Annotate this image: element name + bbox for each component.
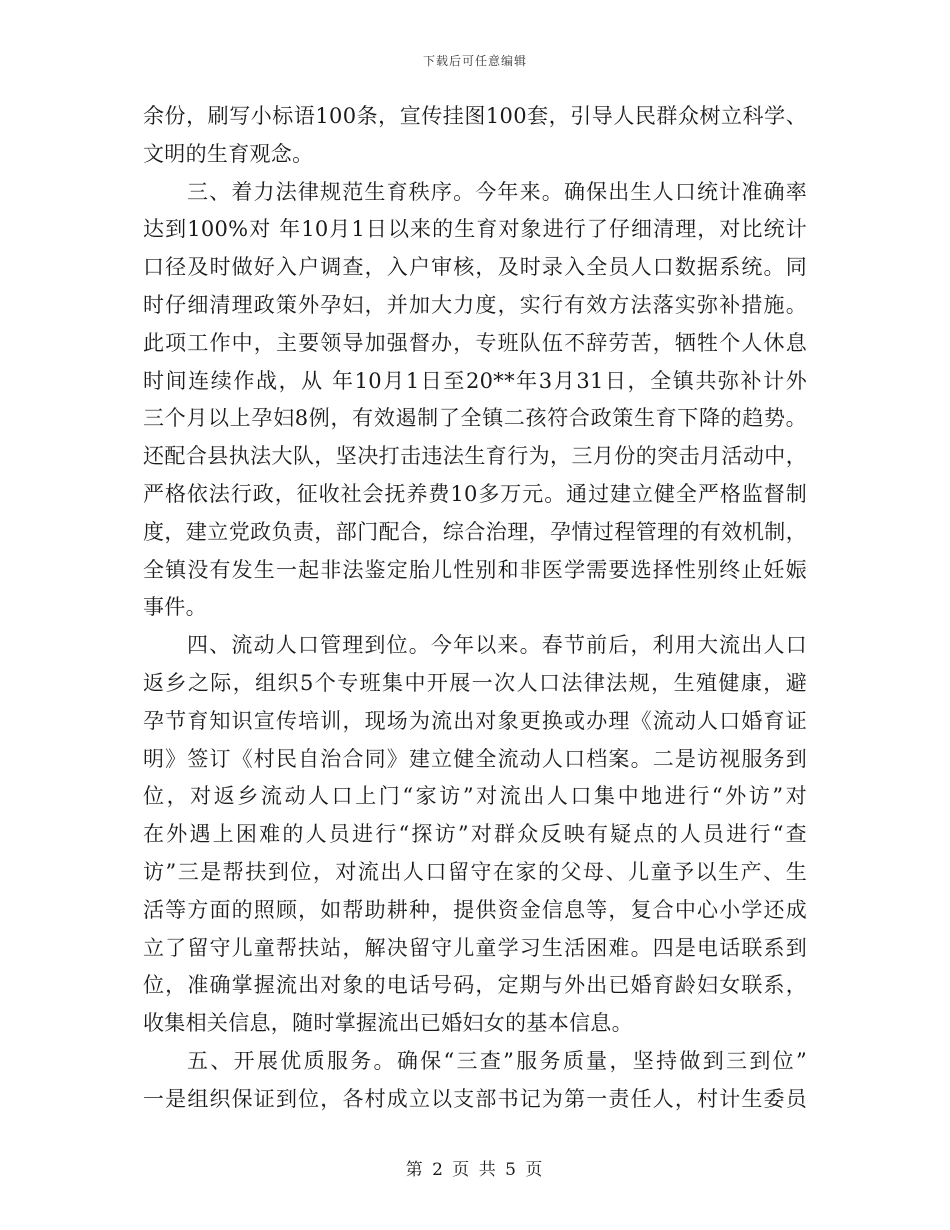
paragraph-continuation <box>143 98 807 174</box>
text-line: 明》签订《村民自治合同》建立健全流动人口档案。二是访视服务到 <box>143 746 807 771</box>
text-line: 此项工作中，主要领导加强督办，专班队伍不辞劳苦，牺牲个人休息 <box>143 330 807 355</box>
text-line: 一是组织保证到位，各村成立以支部书记为第一责任人，村计生委员 <box>143 1086 807 1111</box>
text-line: 全镇没有发生一起非法鉴定胎儿性别和非医学需要选择性别终止妊娠 <box>143 557 807 582</box>
text-line: 孕节育知识宣传培训，现场为流出对象更换或办理《流动人口婚育证 <box>143 708 807 733</box>
text-line: 事件。 <box>143 595 207 620</box>
page-header-note: 下载后可任意编辑 <box>422 54 527 68</box>
text-line: 严格依法行政，征收社会抚养费10多万元。通过建立健全严格监督制 <box>143 481 807 506</box>
text-line: 五、开展优质服务。确保“三查”服务质量，坚持做到三到位” <box>187 1048 807 1073</box>
page-number: 第 2 页 共 5 页 <box>405 1160 545 1180</box>
paragraph-section-4 <box>143 627 807 1043</box>
text-line: 访”三是帮扶到位，对流出人口留守在家的父母、儿童予以生产、生 <box>143 859 807 884</box>
text-line: 还配合县执法大队，坚决打击违法生育行为，三月份的突击月活动中， <box>143 444 807 469</box>
text-line: 三个月以上孕妇8例，有效遏制了全镇二孩符合政策生育下降的趋势。 <box>143 406 807 431</box>
text-line: 三、着力法律规范生育秩序。今年来。确保出生人口统计准确率 <box>187 179 807 204</box>
text-line: 位，准确掌握流出对象的电话号码，定期与外出已婚育龄妇女联系， <box>143 973 807 998</box>
text-line: 时间连续作战，从 年10月1日至20**年3月31日，全镇共弥补计外 <box>143 368 807 393</box>
text-line: 在外遇上困难的人员进行“探访”对群众反映有疑点的人员进行“查 <box>143 822 807 847</box>
text-line: 位，对返乡流动人口上门“家访”对流出人口集中地进行“外访”对 <box>143 784 807 809</box>
text-line: 口径及时做好入户调查，入户审核，及时录入全员人口数据系统。同 <box>143 255 807 280</box>
text-line: 返乡之际，组织5个专班集中开展一次人口法律法规，生殖健康，避 <box>143 670 807 695</box>
document-body <box>143 98 807 1119</box>
text-line: 收集相关信息，随时掌握流出已婚妇女的基本信息。 <box>143 1011 633 1036</box>
text-line: 文明的生育观念。 <box>143 141 314 166</box>
paragraph-section-3 <box>143 174 807 628</box>
paragraph-section-5 <box>143 1043 807 1119</box>
text-line: 四、流动人口管理到位。今年以来。春节前后，利用大流出人口 <box>187 633 807 658</box>
text-line: 达到100%对 年10月1日以来的生育对象进行了仔细清理，对比统计 <box>143 217 807 242</box>
text-line: 立了留守儿童帮扶站，解决留守儿童学习生活困难。四是电话联系到 <box>143 935 807 960</box>
text-line: 时仔细清理政策外孕妇，并加大力度，实行有效方法落实弥补措施。 <box>143 292 807 317</box>
text-line: 活等方面的照顾，如帮助耕种，提供资金信息等，复合中心小学还成 <box>143 897 807 922</box>
text-line: 度，建立党政负责，部门配合，综合治理，孕情过程管理的有效机制， <box>143 519 807 544</box>
text-line: 余份，刷写小标语100条，宣传挂图100套，引导人民群众树立科学、 <box>143 104 807 128</box>
